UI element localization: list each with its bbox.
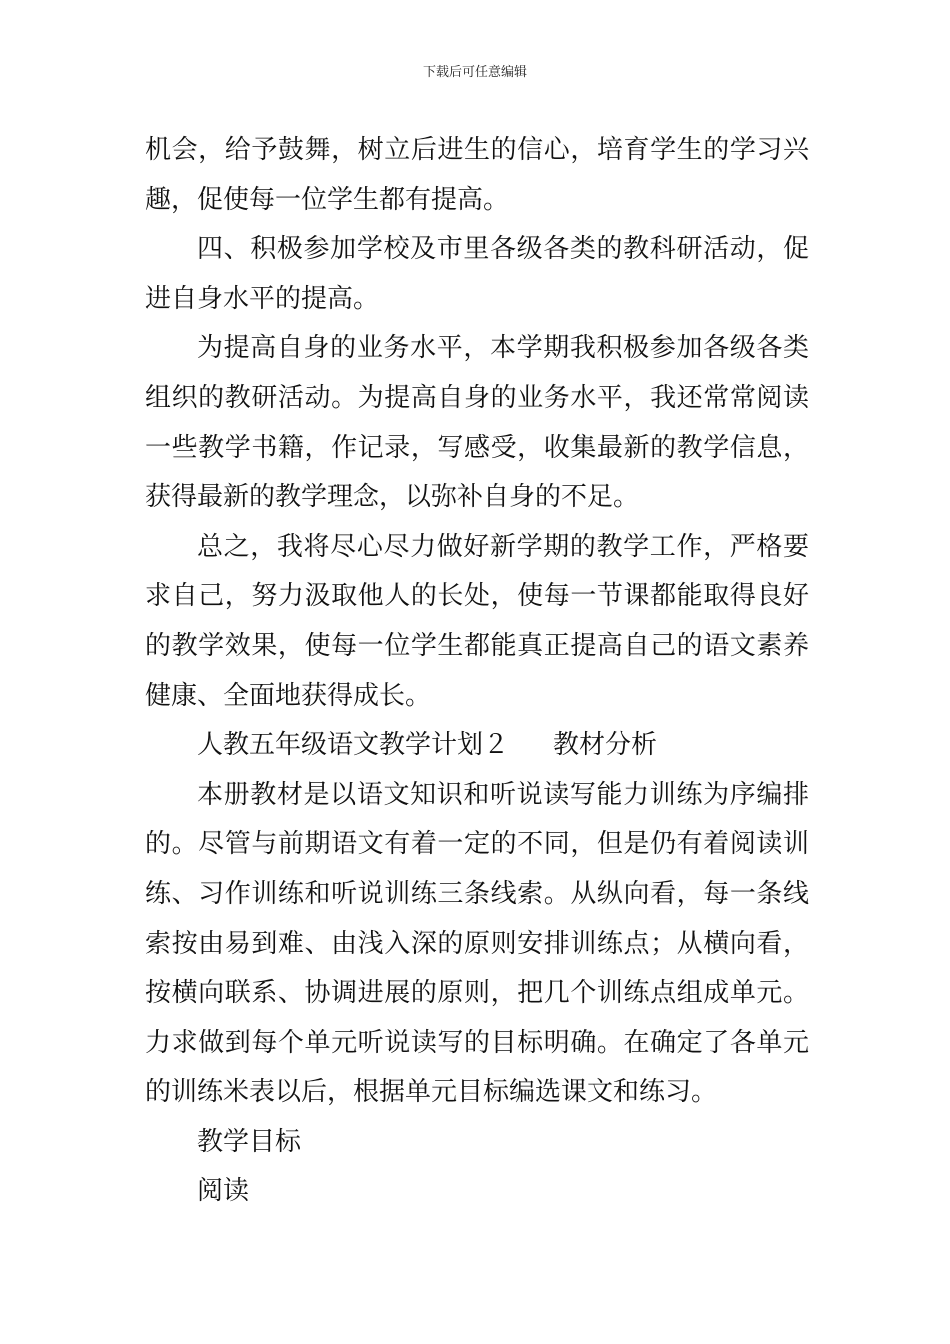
page-header: 下载后可任意编辑 bbox=[422, 65, 527, 80]
section-heading-reading: 阅读 bbox=[197, 1176, 250, 1207]
section-heading-teaching-goals: 教学目标 bbox=[197, 1126, 302, 1157]
text-line: 健康、全面地获得成长。 bbox=[145, 680, 432, 711]
text-line: 进自身水平的提高。 bbox=[145, 283, 380, 314]
text-line: 的训练米表以后，根据单元目标编选课文和练习。 bbox=[145, 1077, 718, 1108]
paragraph-start-line: 本册教材是以语文知识和听说读写能力训练为序编排 bbox=[197, 779, 809, 810]
paragraph-start-line: 为提高自身的业务水平，本学期我积极参加各级各类 bbox=[197, 333, 809, 364]
text-line: 获得最新的教学理念，以弥补自身的不足。 bbox=[145, 482, 640, 513]
text-line: 按横向联系、协调进展的原则，把几个训练点组成单元。 bbox=[145, 978, 809, 1009]
document-body bbox=[145, 126, 809, 1217]
section-heading-textbook-analysis: 教材分析 bbox=[553, 730, 658, 761]
plan-title: 人教五年级语文教学计划２ bbox=[197, 730, 510, 761]
text-line: 求自己，努力汲取他人的长处，使每一节课都能取得良好 bbox=[145, 581, 809, 612]
text-line: 组织的教研活动。为提高自身的业务水平，我还常常阅读 bbox=[145, 382, 809, 413]
text-line: 的。尽管与前期语文有着一定的不同，但是仍有着阅读训 bbox=[145, 829, 809, 860]
section-heading-line: 四、积极参加学校及市里各级各类的教科研活动，促 bbox=[197, 234, 809, 265]
text-line: 机会，给予鼓舞，树立后进生的信心，培育学生的学习兴 bbox=[145, 135, 809, 165]
paragraph-start-line: 总之，我将尽心尽力做好新学期的教学工作，严格要 bbox=[197, 531, 809, 562]
text-line: 力求做到每个单元听说读写的目标明确。在确定了各单元 bbox=[145, 1027, 809, 1058]
text-line: 的教学效果，使每一位学生都能真正提高自己的语文素养 bbox=[145, 630, 809, 661]
plan-title-line bbox=[145, 721, 809, 771]
text-line: 趣，促使每一位学生都有提高。 bbox=[145, 184, 510, 215]
text-line: 一些教学书籍，作记录，写感受，收集最新的教学信息， bbox=[145, 432, 809, 463]
text-line: 练、习作训练和听说训练三条线索。从纵向看，每一条线 bbox=[145, 878, 809, 909]
text-line: 索按由易到难、由浅入深的原则安排训练点；从横向看， bbox=[145, 928, 809, 959]
